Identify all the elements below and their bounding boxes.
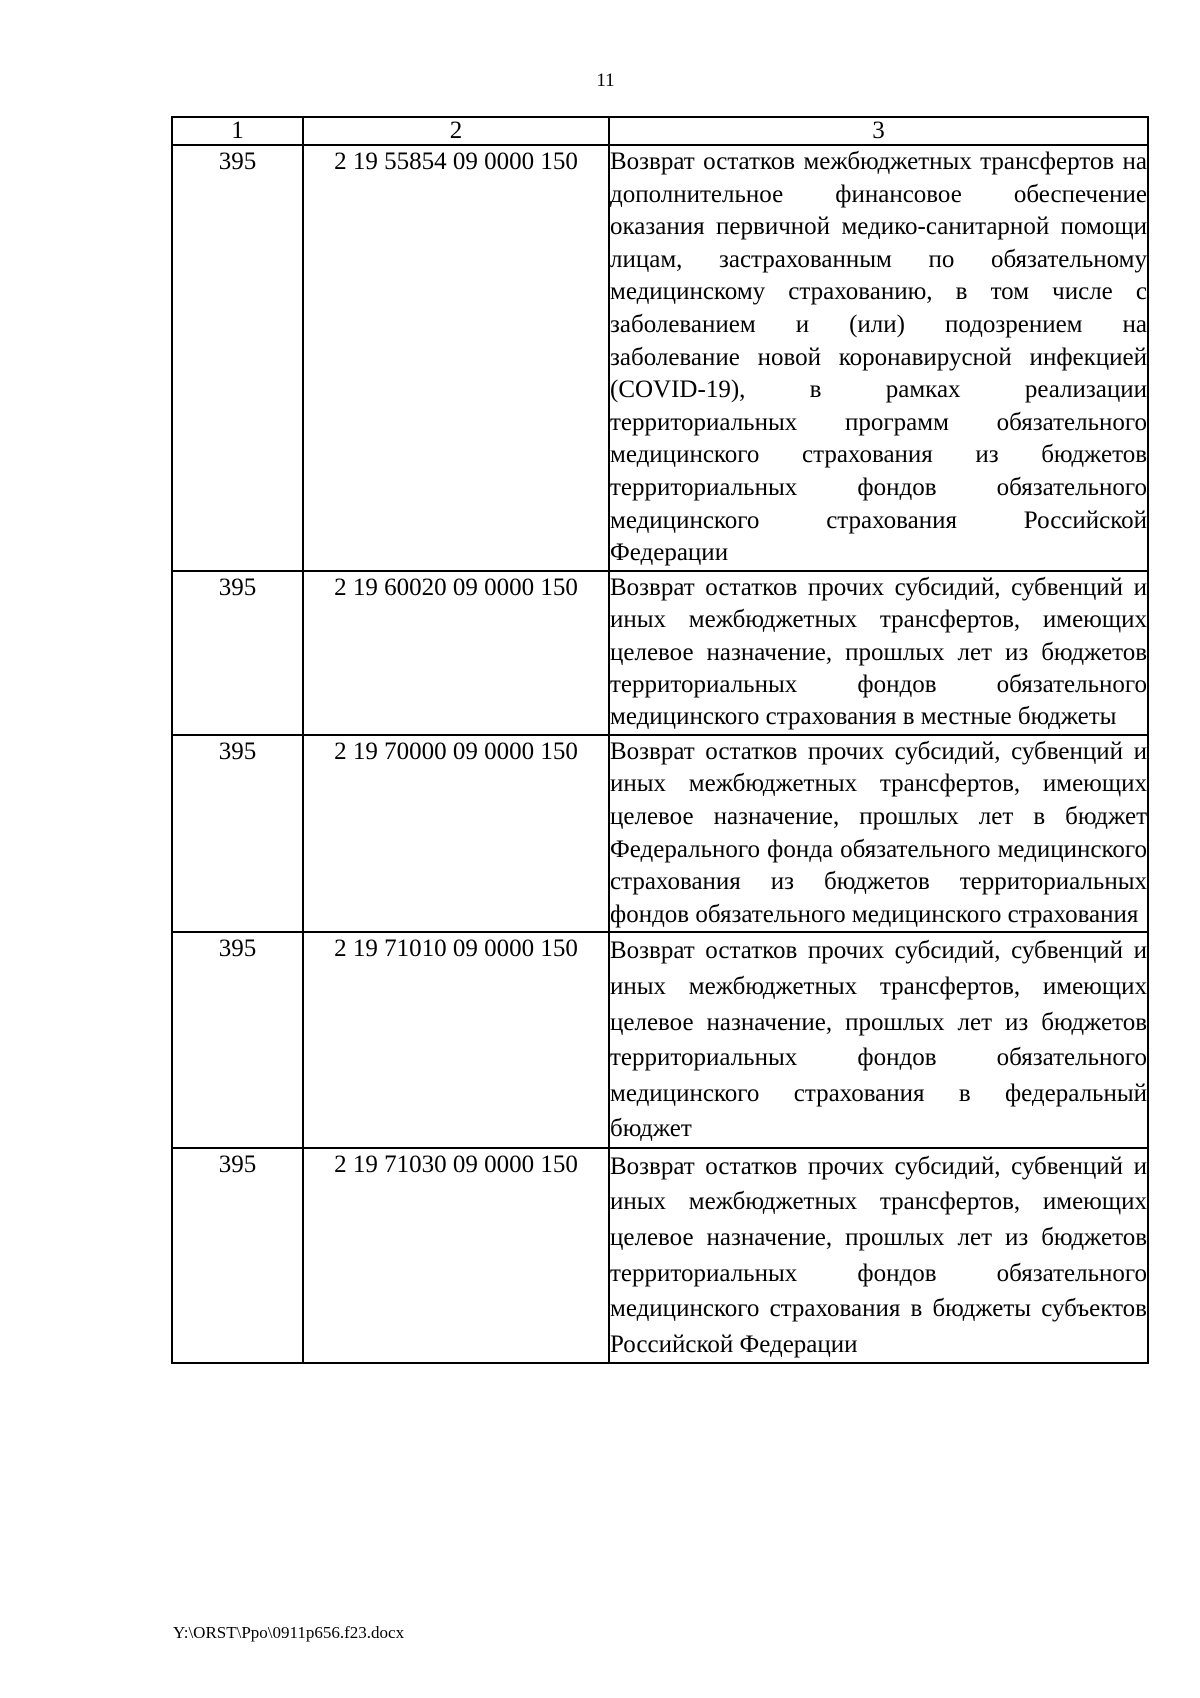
table-row: [172, 145, 1148, 571]
description-cell: Возврат остатков межбюджетных трансфертов на дополнительное финансовое обеспечение оказания первичной медико-санитарной помощи лицам, застрахованным по обязательному медицинскому страхованию, в том числе с заболеванием и (или) подозрением на заболевание новой коронавирусной инфекцией (COVID-19), в рамках реализации территориальных программ обязательного медицинского страхования из бюджетов территориальных фондов обязательного медицинского страхования Российской Федерации: [609, 145, 1148, 571]
column-header-3: 3: [609, 117, 1148, 145]
budget-code-cell: 2 19 60020 09 0000 150: [303, 571, 609, 735]
budget-classification-table: [171, 116, 1149, 1364]
budget-code-cell: 2 19 70000 09 0000 150: [303, 735, 609, 933]
column-header-2: 2: [303, 117, 609, 145]
description-cell: Возврат остатков прочих субсидий, субвенций и иных межбюджетных трансфертов, имеющих целевое назначение, прошлых лет из бюджетов территориальных фондов обязательного медицинского страхования в бюджеты субъектов Российской Федерации: [609, 1148, 1148, 1364]
description-cell: Возврат остатков прочих субсидий, субвенций и иных межбюджетных трансфертов, имеющих целевое назначение, прошлых лет из бюджетов территориальных фондов обязательного медицинского страхования в местные бюджеты: [609, 571, 1148, 735]
column-header-1: 1: [172, 117, 303, 145]
table-header-row: [172, 117, 1148, 145]
budget-code-cell: 2 19 55854 09 0000 150: [303, 145, 609, 571]
admin-code-cell: 395: [172, 1148, 303, 1364]
table-row: [172, 1148, 1148, 1364]
table-row: [172, 735, 1148, 933]
description-cell: Возврат остатков прочих субсидий, субвенций и иных межбюджетных трансфертов, имеющих целевое назначение, прошлых лет из бюджетов территориальных фондов обязательного медицинского страхования в федеральный бюджет: [609, 932, 1148, 1148]
admin-code-cell: 395: [172, 735, 303, 933]
document-file-path: Y:\ORST\Ppo\0911p656.f23.docx: [173, 1623, 405, 1642]
page-number: 11: [596, 70, 615, 91]
admin-code-cell: 395: [172, 145, 303, 571]
budget-code-cell: 2 19 71010 09 0000 150: [303, 932, 609, 1148]
admin-code-cell: 395: [172, 571, 303, 735]
table-row: [172, 571, 1148, 735]
table-row: [172, 932, 1148, 1148]
budget-code-cell: 2 19 71030 09 0000 150: [303, 1148, 609, 1364]
description-cell: Возврат остатков прочих субсидий, субвенций и иных межбюджетных трансфертов, имеющих целевое назначение, прошлых лет в бюджет Федерального фонда обязательного медицинского страхования из бюджетов территориальных фондов обязательного медицинского страхования: [609, 735, 1148, 933]
admin-code-cell: 395: [172, 932, 303, 1148]
